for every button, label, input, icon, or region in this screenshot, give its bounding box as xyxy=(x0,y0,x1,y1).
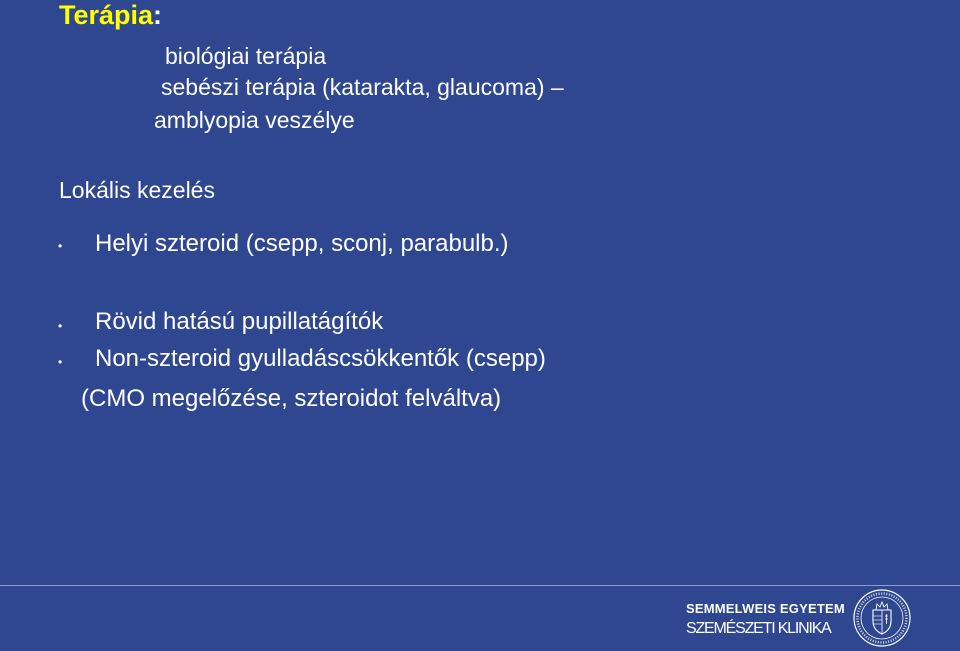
footer-university: SEMMELWEIS EGYETEM xyxy=(686,601,845,616)
bullet-item-helyi-szteroid: Helyi szteroid (csepp, sconj, parabulb.) xyxy=(95,230,509,257)
footer-divider xyxy=(0,585,960,586)
footer-clinic: SZEMÉSZETI KLINIKA xyxy=(686,620,831,637)
title-word: Terápia xyxy=(59,0,154,30)
text-line-amblyopia: amblyopia veszélye xyxy=(154,107,355,133)
text-line-cmo: (CMO megelőzése, szteroidot felváltva) xyxy=(81,385,502,412)
bullet-marker: • xyxy=(58,355,63,369)
text-line-biologiai-terapia: biológiai terápia xyxy=(165,43,327,69)
text-line-lokalis-kezeles: Lokális kezelés xyxy=(59,177,215,203)
bullet-marker: • xyxy=(58,239,63,253)
university-seal-icon xyxy=(852,588,912,648)
bullet-marker: • xyxy=(58,319,63,333)
title-colon: : xyxy=(153,0,163,30)
bullet-item-non-szteroid: Non-szteroid gyulladáscsökkentők (csepp) xyxy=(95,345,546,372)
text-line-sebeszi-terapia: sebészi terápia (katarakta, glaucoma) – xyxy=(161,74,564,100)
slide-title xyxy=(59,0,162,32)
bullet-item-rovid-hatasu: Rövid hatású pupillatágítók xyxy=(95,308,384,335)
